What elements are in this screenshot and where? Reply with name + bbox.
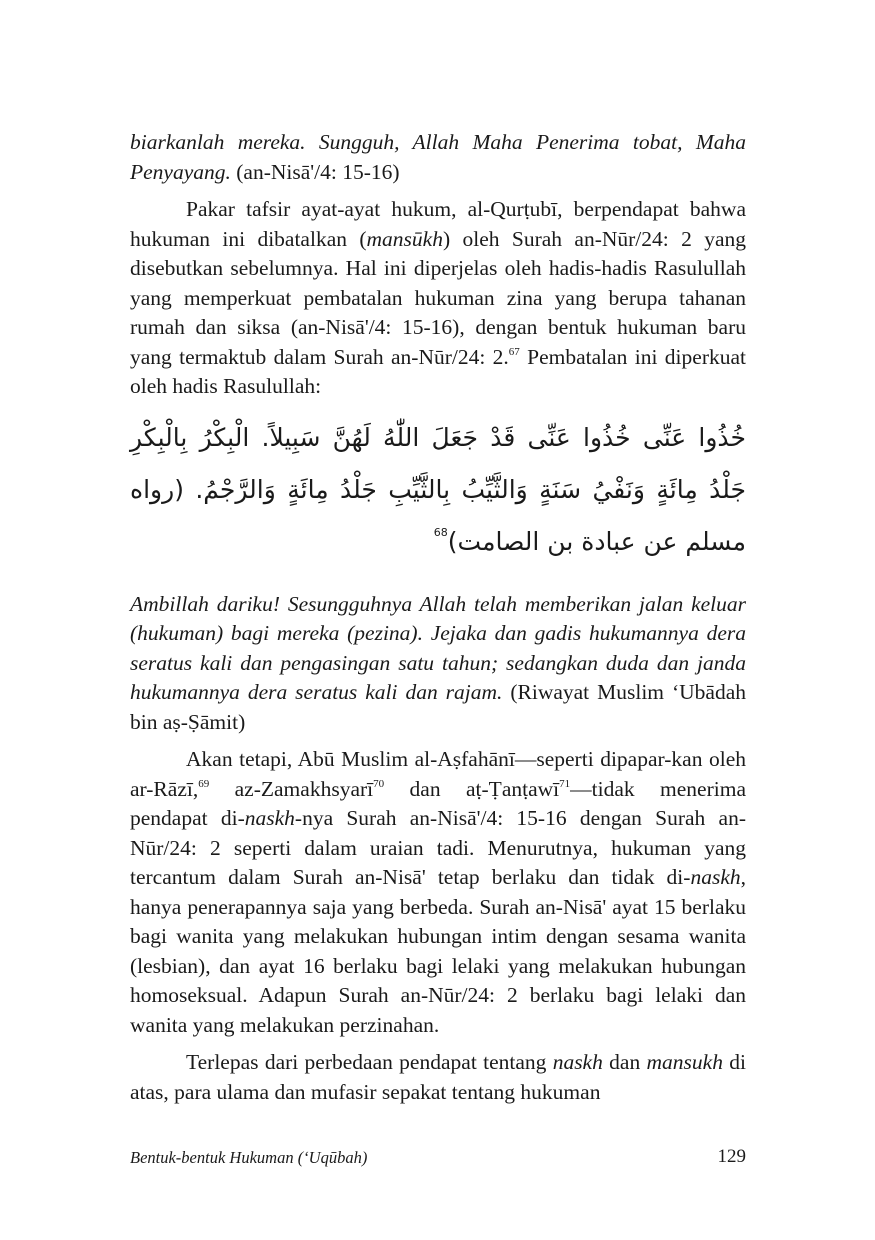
text-run: , hanya penerapannya saja yang berbeda. Surah an-Nisā' ayat 15 berlaku bagi wanita yang melakukan hubungan intim dengan sesama wanita (lesbian), dan ayat 16 berlaku bagi lelaki yang melakukan hubungan homoseksual. Adapun Surah an-Nūr/24: 2 berlaku bagi lelaki dan wanita yang melakukan perzinahan. [130,865,746,1037]
quran-translation-paragraph [130,128,746,187]
text-run: az-Zamakhsyarī [209,776,374,801]
text-run: Akan tetapi, Abū Muslim al-Aṣfahānī—seperti dipapar-kan oleh ar-Rāzī, [130,747,746,801]
footnote-ref-70[interactable]: 70 [373,777,385,790]
verse-reference: (an-Nisā'/4: 15-16) [230,159,400,184]
footnote-ref-67[interactable]: 67 [508,345,520,358]
text-run: -nya Surah an-Nisā'/4: 15-16 dengan Surah an-Nūr/24: 2 seperti dalam uraian tadi. Menurutnya, hukuman yang tercantum dalam Surah an-Nisā' tetap berlaku dan tidak di- [130,806,746,889]
translation-italic: Ambillah dariku! Sesungguhnya Allah telah memberikan jalan keluar (hukuman) bagi mereka (pezina). Jejaka dan gadis hukumannya dera seratus kali dan pengasingan satu tahun; sedangkan duda dan janda hukumannya dera seratus kali dan rajam. [130,591,746,704]
page-footer [130,1146,746,1170]
hadith-reference: (Riwayat Muslim ‘Ubādah bin aṣ-Ṣāmit) [130,680,746,734]
text-run: di atas, para ulama dan mufasir sepakat tentang hukuman [130,1050,746,1104]
arabic-hadith [130,412,746,568]
running-title: Bentuk-bentuk Hukuman (‘Uqūbah) [130,1148,368,1167]
body-paragraph-conclusion [130,1048,746,1107]
italic-term: naskh [552,1050,603,1074]
page-body [130,128,746,1107]
footnote-ref-71[interactable]: 71 [559,777,571,790]
page-number: 129 [717,1146,746,1167]
italic-term: mansūkh [366,226,443,251]
text-run: Pembatalan ini diperkuat oleh hadis Rasulullah: [130,344,746,398]
body-paragraph-asfahani [130,745,746,1040]
italic-term: naskh [690,865,741,889]
hadith-translation-paragraph [130,590,746,738]
text-run: —tidak menerima pendapat di- [130,776,746,830]
italic-term: mansukh [646,1050,723,1074]
text-run: Terlepas dari perbedaan pendapat tentang [186,1050,553,1074]
translation-italic: biarkanlah mereka. Sungguh, Allah Maha Penerima tobat, Maha Penyayang. [130,130,746,184]
text-run: dan [602,1050,647,1074]
arabic-text: خُذُوا عَنِّى خُذُوا عَنِّى قَدْ جَعَلَ اللّٰهُ لَهُنَّ سَبِيلاً. الْبِكْرُ بِالْبِكْرِ جَلْدُ مِائَةٍ وَنَفْيُ سَنَةٍ وَالثَّيِّبُ بِالثَّيِّبِ جَلْدُ مِائَةٍ وَالرَّجْمُ. (رواه مسلم عن عبادة بن الصامت) [130,422,746,556]
text-run: Pakar tafsir ayat-ayat hukum, al-Qurṭubī, berpendapat bahwa hukuman ini dibatalkan ( [130,197,746,251]
body-paragraph-qurtubi [130,195,746,402]
text-run: dan aṭ-Ṭanṭawī [384,776,560,801]
italic-term: naskh [244,806,295,830]
footnote-ref-69[interactable]: 69 [198,777,210,790]
footnote-ref-68[interactable]: 68 [433,525,448,539]
text-run: ) oleh Surah an-Nūr/24: 2 yang disebutkan sebelumnya. Hal ini diperjelas oleh hadis-hadis Rasulullah yang memperkuat pembatalan hukuman zina yang berupa tahanan rumah dan siksa (an-Nisā'/4: 15-16), dengan bentuk hukuman baru yang termaktub dalam Surah an-Nūr/24: 2. [130,226,747,369]
